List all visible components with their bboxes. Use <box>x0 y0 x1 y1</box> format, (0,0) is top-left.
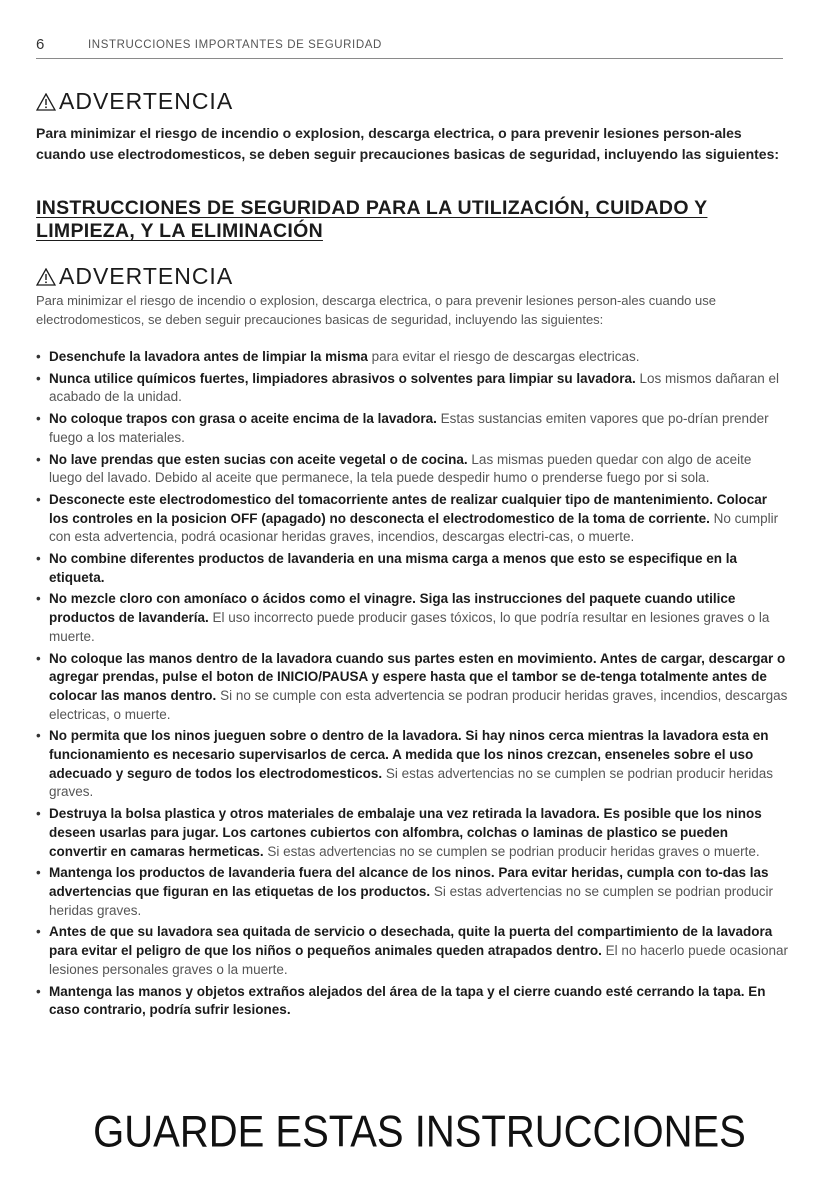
instruction-bold: No permita que los ninos jueguen sobre o dentro de la lavadora. Si hay ninos cerca mientras la lavadora esta en funcionamiento es necesario supervisarlos de cerca. A medida que los ninos crezcan, enseneles sobre el uso adecuado y seguro de todos los electrodomesticos. <box>49 728 769 781</box>
list-item <box>36 550 788 587</box>
list-item <box>36 650 788 725</box>
instruction-text: El uso incorrecto puede producir gases tóxicos, lo que podría resultar en lesiones graves o la muerte. <box>49 610 770 644</box>
bullet-dot: • <box>36 491 41 507</box>
bullet-dot: • <box>36 370 41 386</box>
instruction-bold: Destruya la bolsa plastica y otros materiales de embalaje una vez retirada la lavadora. Es posible que los ninos deseen usarlas para jugar. Los cartones cubiertos con alfombra, colchas o laminas de plastico se pueden convertir en camaras hermeticas. <box>49 806 762 859</box>
instruction-bold: Desconecte este electrodomestico del tomacorriente antes de realizar cualquier tipo de mantenimiento. Colocar los controles en la posicion OFF (apagado) no desconecta el electrodomestico de la toma de corriente. <box>49 491 767 526</box>
instruction-text: Si no se cumple con esta advertencia se podran producir heridas graves, incendios, descargas electricas, o muerte. <box>49 687 788 722</box>
list-item <box>36 727 788 802</box>
list-item <box>36 590 788 646</box>
instruction-bold: No coloque trapos con grasa o aceite encima de la lavadora. <box>49 411 437 427</box>
instruction-bold: Nunca utilice químicos fuertes, limpiadores abrasivos o solventes para limpiar su lavadora. <box>49 370 636 386</box>
instruction-bold: No combine diferentes productos de lavanderia en una misma carga a menos que esto se especifique en la etiqueta. <box>49 551 737 585</box>
instruction-bold: Desenchufe la lavadora antes de limpiar la misma <box>49 349 368 364</box>
instruction-bold: Mantenga las manos y objetos extraños alejados del área de la tapa y el cierre cuando esté cerrando la tapa. En caso contrario, podría sufrir lesiones. <box>49 983 766 1018</box>
list-item <box>36 805 788 861</box>
bullet-dot: • <box>36 650 41 666</box>
instruction-bold: No coloque las manos dentro de la lavadora cuando sus partes esten en movimiento. Antes de cargar, descargar o agregar prendas, pulse el boton de INICIO/PAUSA y espere hasta que el tambor se de-tenga totalmente antes de colocar las manos dentro. <box>49 650 786 703</box>
list-item <box>36 864 788 920</box>
warning-intro-light: Para minimizar el riesgo de incendio o explosion, descarga electrica, o para prevenir lesiones person-ales cuando use electrodomesticos, se deben seguir precauciones basicas de seguridad, incluyendo las siguientes: <box>36 293 716 327</box>
instruction-text: No cumplir con esta advertencia, podrá ocasionar heridas graves, incendios, descargas electri-cas, o muerte. <box>49 510 779 545</box>
footer-title: GUARDE ESTAS INSTRUCCIONES <box>93 1107 746 1157</box>
instruction-bold: No lave prendas que esten sucias con aceite vegetal o de cocina. <box>49 451 468 467</box>
bullet-dot: • <box>36 806 41 822</box>
bullet-dot: • <box>36 551 41 567</box>
bullet-dot: • <box>36 349 41 364</box>
instruction-text: El no hacerlo puede ocasionar lesiones personales graves o la muerte. <box>49 943 789 977</box>
bullet-dot: • <box>36 728 41 744</box>
list-item <box>36 370 788 407</box>
warning-title: ADVERTENCIA <box>59 88 234 114</box>
page-number: 6 <box>36 36 45 53</box>
instruction-bold: Mantenga los productos de lavanderia fuera del alcance de los ninos. Para evitar heridas, cumpla con to-das las advertencias que figuran en las etiquetas de los productos. <box>49 865 769 899</box>
instruction-text: Estas sustancias emiten vapores que po-drían prender fuego a los materiales. <box>49 411 769 445</box>
running-head: INSTRUCCIONES IMPORTANTES DE SEGURIDAD <box>88 39 382 51</box>
bullet-dot: • <box>36 591 41 607</box>
instruction-text: Si estas advertencias no se cumplen se podrian producir heridas graves. <box>49 883 774 918</box>
instruction-text: Si estas advertencias no se cumplen se podrian producir heridas graves. <box>49 765 774 800</box>
section-heading: INSTRUCCIONES DE SEGURIDAD PARA LA UTILIZACIÓN, CUIDADO Y LIMPIEZA, Y LA ELIMINACIÓN <box>36 197 708 242</box>
instruction-bold: Antes de que su lavadora sea quitada de servicio o desechada, quite la puerta del compartimiento de la lavadora para evitar el peligro de que los niños o pequeños animales queden atrapados dentro. <box>49 924 773 959</box>
bullet-dot: • <box>36 411 41 427</box>
list-item <box>36 491 788 547</box>
page-header <box>36 36 783 59</box>
list-item <box>36 348 788 367</box>
warning-heading-second <box>36 263 233 290</box>
warning-triangle-icon <box>36 93 56 111</box>
instruction-text: Las mismas pueden quedar con algo de aceite luego del lavado. Debido al aceite que permanece, la tela puede despedir humo o prenderse fuego por si sola. <box>49 451 752 486</box>
instruction-bold: No mezcle cloro con amoníaco o ácidos como el vinagre. Siga las instrucciones del paquete cuando utilice productos de lavandería. <box>49 591 736 626</box>
list-item <box>36 410 788 447</box>
bullet-dot: • <box>36 983 41 999</box>
bullet-dot: • <box>36 451 41 467</box>
warning-heading-top <box>36 88 233 115</box>
instruction-text: Los mismos dañaran el acabado de la unidad. <box>49 370 780 405</box>
warning-triangle-icon <box>36 268 56 286</box>
bullet-dot: • <box>36 865 41 881</box>
bullet-dot: • <box>36 924 41 940</box>
instruction-text: Si estas advertencias no se cumplen se podrian producir heridas graves o muerte. <box>263 843 760 859</box>
list-item <box>36 451 788 488</box>
warning-title: ADVERTENCIA <box>59 263 234 289</box>
warning-intro-bold: Para minimizar el riesgo de incendio o explosion, descarga electrica, o para prevenir lesiones person-ales cuando use electrodomesticos, se deben seguir precauciones basicas de seguridad, incluyendo las siguientes: <box>36 125 780 162</box>
list-item <box>36 923 788 979</box>
safety-instructions-list <box>36 348 788 1023</box>
instruction-text: para evitar el riesgo de descargas electricas. <box>367 349 640 364</box>
list-item <box>36 983 788 1020</box>
